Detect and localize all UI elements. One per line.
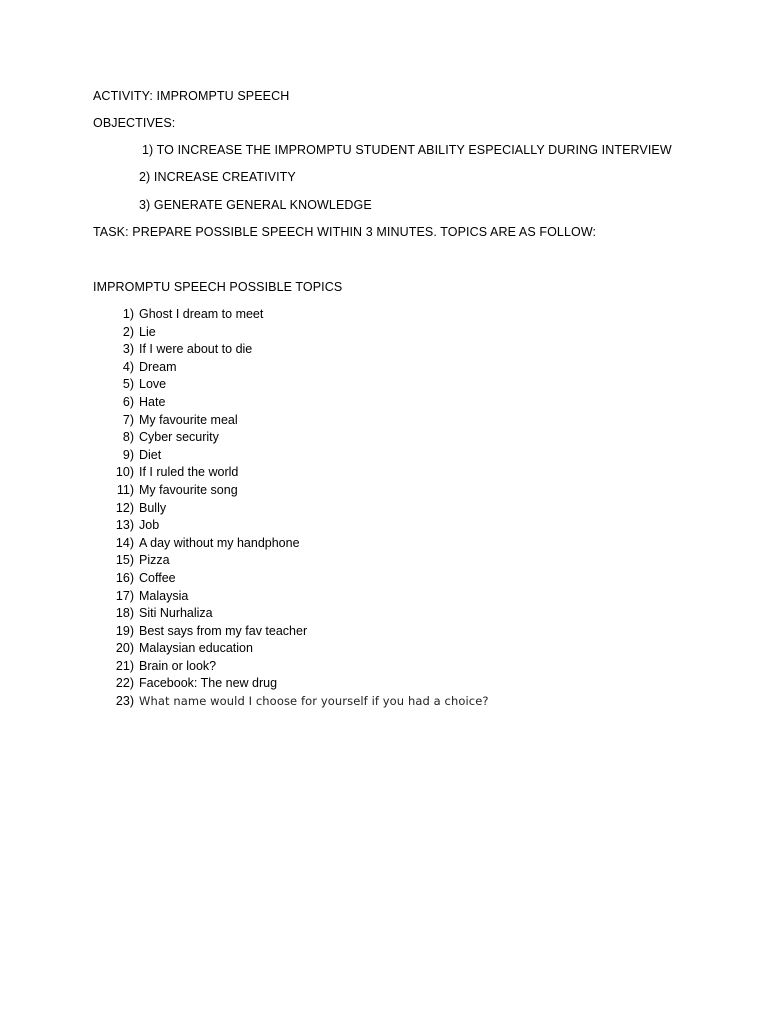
topic-number: 22) bbox=[115, 676, 134, 691]
topic-text: Pizza bbox=[139, 553, 170, 568]
topic-number: 20) bbox=[115, 641, 134, 656]
topic-number: 1) bbox=[122, 307, 134, 321]
topic-number: 23) bbox=[115, 694, 134, 709]
objectives-label: OBJECTIVES: bbox=[93, 116, 176, 130]
topic-text: Siti Nurhaliza bbox=[139, 606, 213, 621]
topic-text: Malaysia bbox=[139, 588, 189, 603]
topic-number: 21) bbox=[115, 658, 134, 673]
topic-text: Best says from my fav teacher bbox=[139, 623, 308, 638]
topic-number: 3) bbox=[122, 342, 134, 357]
activity-title: ACTIVITY: IMPROMPTU SPEECH bbox=[93, 89, 290, 103]
topics-heading: IMPROMPTU SPEECH POSSIBLE TOPICS bbox=[93, 280, 343, 294]
topic-text: Coffee bbox=[139, 570, 176, 585]
topic-text: Malaysian education bbox=[139, 641, 253, 656]
topic-text: Diet bbox=[139, 447, 162, 462]
topic-number: 8) bbox=[122, 430, 134, 445]
topic-text: Lie bbox=[139, 324, 156, 339]
topic-number: 12) bbox=[115, 500, 134, 515]
topic-number: 7) bbox=[122, 412, 134, 427]
topic-text: If I ruled the world bbox=[139, 465, 239, 480]
topic-text: What name would I choose for yourself if you had a choice? bbox=[139, 694, 489, 709]
topic-number: 9) bbox=[122, 447, 134, 462]
topic-text: Facebook: The new drug bbox=[139, 676, 278, 691]
topic-text: If I were about to die bbox=[139, 342, 253, 357]
objective-item: 3) GENERATE GENERAL KNOWLEDGE bbox=[139, 198, 372, 212]
topic-text: A day without my handphone bbox=[139, 535, 300, 550]
topic-text: Brain or look? bbox=[139, 658, 217, 673]
objective-item: 1) TO INCREASE THE IMPROMPTU STUDENT ABILITY ESPECIALLY DURING INTERVIEW bbox=[142, 143, 672, 157]
topic-text: Dream bbox=[139, 359, 177, 374]
topic-number: 14) bbox=[115, 535, 134, 550]
topic-text: Ghost I dream to meet bbox=[139, 307, 264, 321]
topic-number: 17) bbox=[115, 588, 134, 603]
objective-item: 2) INCREASE CREATIVITY bbox=[139, 170, 296, 184]
topic-number: 10) bbox=[115, 465, 134, 480]
topic-text: Job bbox=[139, 518, 160, 533]
topic-text: My favourite song bbox=[139, 482, 238, 497]
topic-number: 13) bbox=[115, 518, 134, 533]
topic-text: Cyber security bbox=[139, 430, 219, 445]
topic-number: 11) bbox=[116, 482, 134, 497]
topic-number: 16) bbox=[115, 570, 134, 585]
topic-number: 19) bbox=[115, 623, 134, 638]
task-instruction: TASK: PREPARE POSSIBLE SPEECH WITHIN 3 MINUTES. TOPICS ARE AS FOLLOW: bbox=[93, 225, 597, 239]
topic-text: Love bbox=[139, 377, 167, 392]
topic-text: Bully bbox=[139, 500, 167, 515]
topic-number: 2) bbox=[122, 324, 134, 339]
topic-text: My favourite meal bbox=[139, 412, 238, 427]
topic-number: 6) bbox=[122, 394, 134, 409]
topic-number: 15) bbox=[115, 553, 134, 568]
topic-number: 4) bbox=[122, 359, 134, 374]
topic-number: 5) bbox=[122, 377, 134, 392]
topic-text: Hate bbox=[139, 394, 166, 409]
topic-number: 18) bbox=[115, 606, 134, 621]
